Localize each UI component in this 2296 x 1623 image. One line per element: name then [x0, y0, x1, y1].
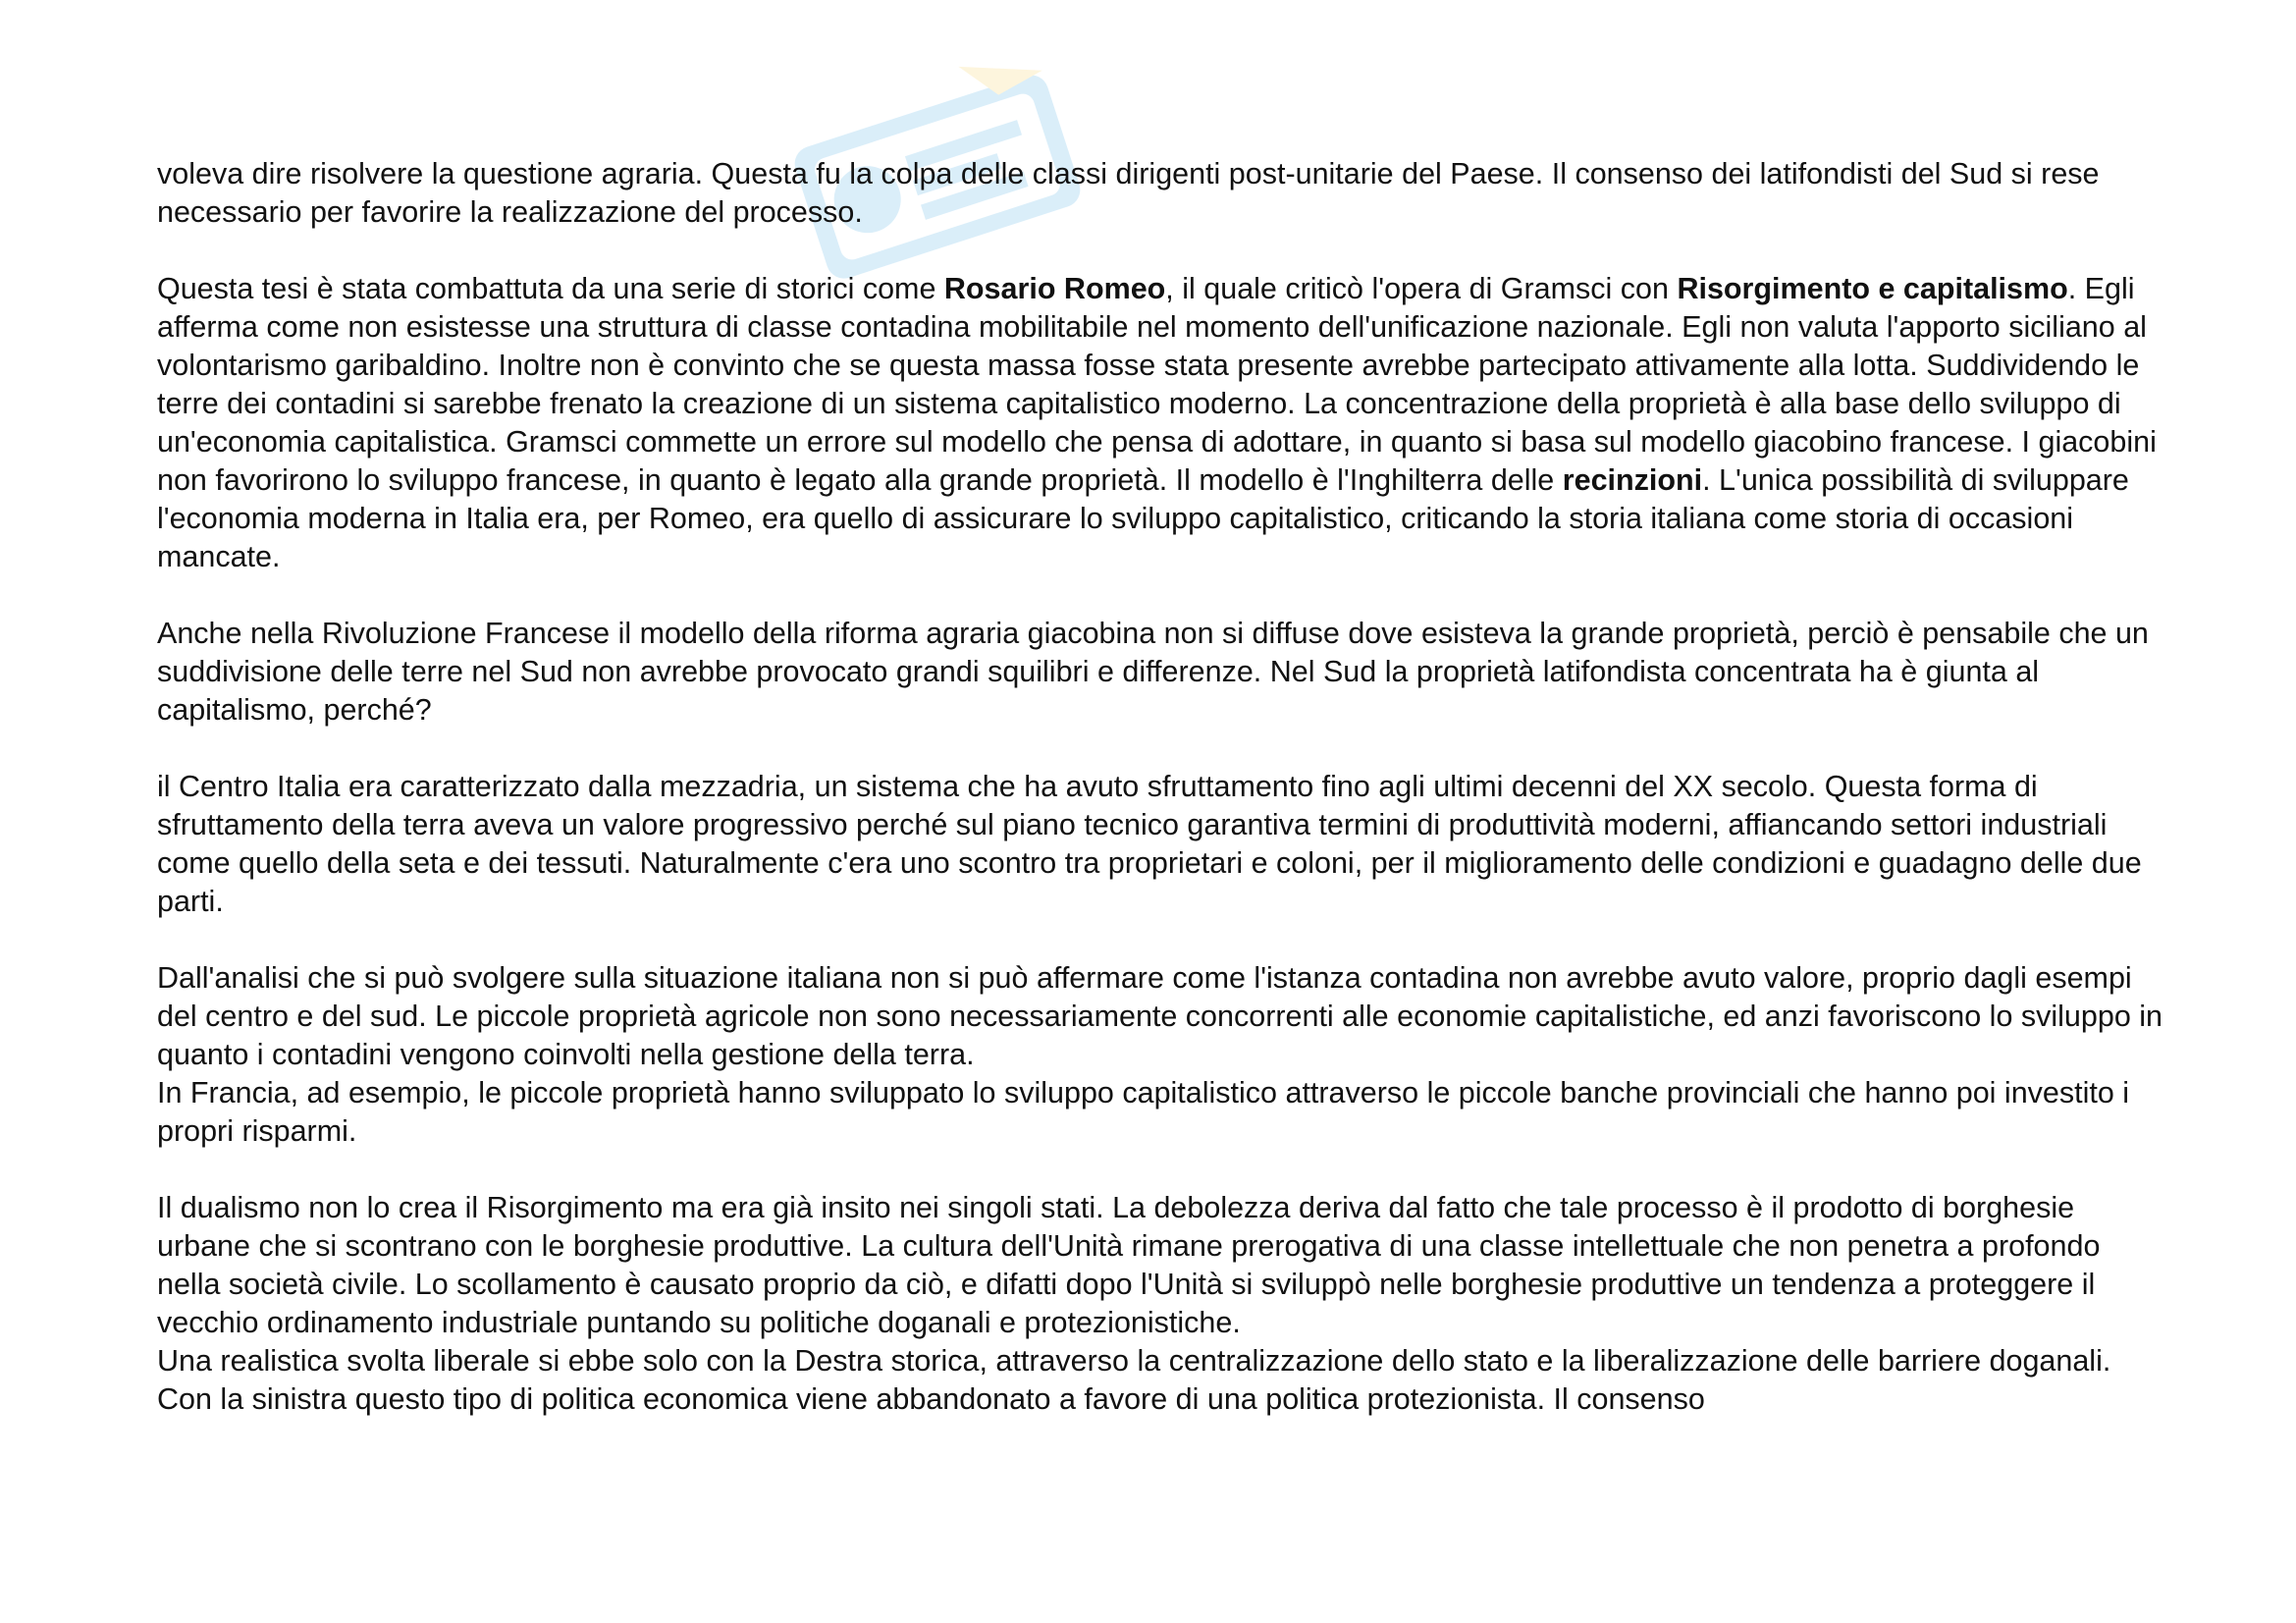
paragraph-text: Anche nella Rivoluzione Francese il modello della riforma agraria giacobina non si diffuse dove esisteva la grande proprietà, perciò è pensabile che un suddivisione delle terre nel Sud non avrebbe provocato grandi squilibri e differenze. Nel Sud la proprietà latifondista concentrata ha è giunta al capitalismo, perché? [157, 617, 2149, 727]
paragraph [157, 1342, 2169, 1419]
paragraph [157, 270, 2169, 576]
bold-term: Rosario Romeo [943, 272, 1166, 305]
paragraph-text: . Egli afferma come non esistesse una struttura di classe contadina mobilitabile nel momento dell'unificazione nazionale. Egli non valuta l'apporto siciliano al volontarismo garibaldino. Inoltre non è convinto che se questa massa fosse stata presente avrebbe partecipato attivamente alla lotta. Suddividendo le terre dei contadini si sarebbe frenato la creazione di un sistema capitalistico moderno. La concentrazione della proprietà è alla base dello sviluppo di un'economia capitalistica. Gramsci commette un errore sul modello che pensa di adottare, in quanto si basa sul modello giacobino francese. I giacobini non favorirono lo sviluppo francese, in quanto è legato alla grande proprietà. Il modello è l'Inghilterra delle [157, 272, 2157, 497]
paragraph-text: Questa tesi è stata combattuta da una serie di storici come [157, 272, 944, 305]
paragraph [157, 768, 2169, 921]
paragraph-text: . L'unica possibilità di sviluppare l'economia moderna in Italia era, per Romeo, era quello di assicurare lo sviluppo capitalistico, criticando la storia italiana come storia di occasioni mancate. [157, 463, 2129, 573]
paragraph-text: , il quale criticò l'opera di Gramsci con [1165, 272, 1678, 305]
paragraph [157, 1189, 2169, 1342]
paragraph-text: Una realistica svolta liberale si ebbe solo con la Destra storica, attraverso la centralizzazione dello stato e la liberalizzazione delle barriere doganali. Con la sinistra questo tipo di politica economica viene abbandonato a favore di una politica protezionista. Il consenso [157, 1344, 2111, 1416]
paragraph [157, 959, 2169, 1074]
paragraph [157, 615, 2169, 730]
paragraph-text: Dall'analisi che si può svolgere sulla situazione italiana non si può affermare come l'istanza contadina non avrebbe avuto valore, proprio dagli esempi del centro e del sud. Le piccole proprietà agricole non sono necessariamente concorrenti alle economie capitalistiche, ed anzi favoriscono lo sviluppo in quanto i contadini vengono coinvolti nella gestione della terra. [157, 961, 2163, 1071]
paragraph [157, 155, 2169, 232]
paragraph-text: il Centro Italia era caratterizzato dalla mezzadria, un sistema che ha avuto sfruttamento fino agli ultimi decenni del XX secolo. Questa forma di sfruttamento della terra aveva un valore progressivo perché sul piano tecnico garantiva termini di produttività moderni, affiancando settori industriali come quello della seta e dei tessuti. Naturalmente c'era uno scontro tra proprietari e coloni, per il miglioramento delle condizioni e guadagno delle due parti. [157, 770, 2142, 918]
paragraph-text: Il dualismo non lo crea il Risorgimento ma era già insito nei singoli stati. La debolezza deriva dal fatto che tale processo è il prodotto di borghesie urbane che si scontrano con le borghesie produttive. La cultura dell'Unità rimane prerogativa di una classe intellettuale che non penetra a profondo nella società civile. Lo scollamento è causato proprio da ciò, e difatti dopo l'Unità si sviluppò nelle borghesie produttive un tendenza a proteggere il vecchio ordinamento industriale puntando su politiche doganali e protezionistiche. [157, 1191, 2101, 1339]
bold-term: Risorgimento e capitalismo [1677, 272, 2068, 305]
paragraph-text: voleva dire risolvere la questione agraria. Questa fu la colpa delle classi dirigenti post-unitarie del Paese. Il consenso dei latifondisti del Sud si rese necessario per favorire la realizzazione del processo. [157, 157, 2100, 229]
document-body [157, 155, 2169, 1457]
paragraph-text: In Francia, ad esempio, le piccole proprietà hanno sviluppato lo sviluppo capitalistico attraverso le piccole banche provinciali che hanno poi investito i propri risparmi. [157, 1076, 2130, 1148]
bold-term: recinzioni [1562, 463, 1703, 497]
paragraph [157, 1074, 2169, 1151]
